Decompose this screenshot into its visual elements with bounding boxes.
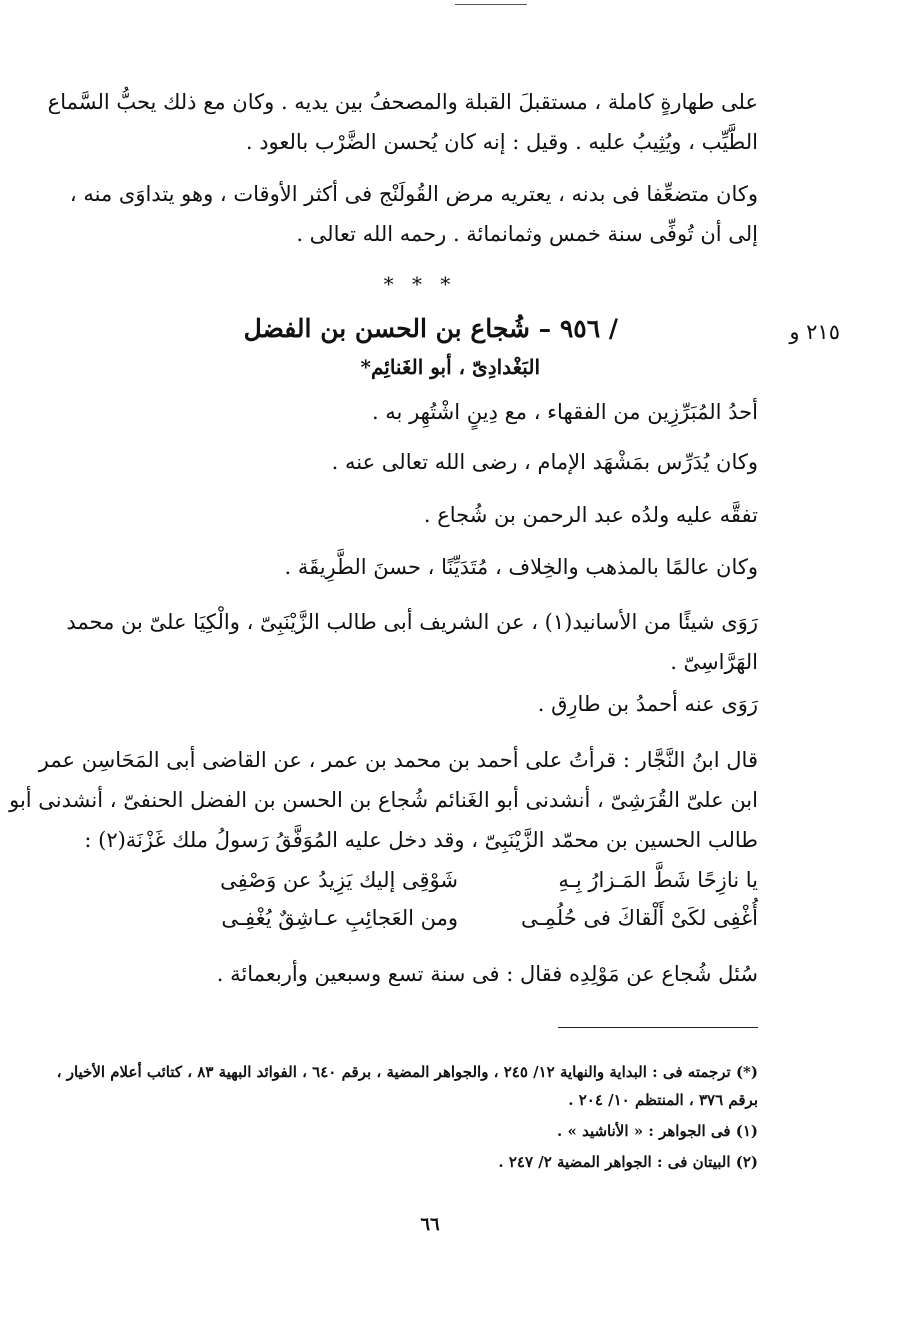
text-line: إلى أن تُوفِّى سنة خمس وثمانمائة . رحمه الله تعالى . [296, 222, 758, 246]
entry-title: / ٩٥٦ – شُجاع بن الحسن بن الفضل [243, 314, 618, 343]
section-separator: * * * [383, 272, 457, 296]
entry-subtitle: البَغْدادِىّ ، أبو الغَنائِم* [360, 355, 540, 379]
closing-paragraph: سُئل شُجاع عن مَوْلِدِه فقال : فى سنة تسع وسبعين وأربعمائة . [216, 962, 758, 986]
footnote: (١) فى الجواهر : « الأناشيد » . [557, 1122, 758, 1140]
footnote: برقم ٣٧٦ ، المنتظم ١٠/ ٢٠٤ . [568, 1091, 758, 1109]
paragraph: تفقَّه عليه ولدُه عبد الرحمن بن شُجاع . [423, 503, 758, 527]
margin-folio-note: ٢١٥ و [789, 320, 840, 344]
text-line: ابن علىّ القُرَشِىّ ، أنشدنى أبو الغَنائم شُجاع بن الحسن بن الفضل الحنفىّ ، أنشدنى أبو [9, 788, 758, 812]
verse-2-first-hemistich: أُغْفِى لكَىْ أَلْقاكَ فى حُلُمِـى [521, 906, 758, 930]
text-line: قال ابنُ النَّجَّار : قرأتُ على أحمد بن محمد بن عمر ، عن القاضى أبى المَحَاسِن عمر [38, 748, 758, 772]
verse-2-second-hemistich: ومن العَجائِبِ عـاشِقٌ يُغْفِـى [221, 906, 458, 930]
paragraph: رَوَى عنه أحمدُ بن طارِق . [537, 692, 758, 716]
page-number: ٦٦ [420, 1214, 440, 1235]
paragraph: أحدُ المُبَرِّزِين من الفقهاء ، مع دِينٍ اشْتُهِر به . [371, 400, 758, 424]
paragraph: وكان يُدَرِّس بمَشْهَد الإمام ، رضى الله تعالى عنه . [331, 450, 758, 474]
footnote: (*) ترجمته فى : البداية والنهاية ١٢/ ٢٤٥ ، والجواهر المضية ، برقم ٦٤٠ ، الفوائد البهية ٨٣ ، كتائب أعلام الأخيار ، [56, 1063, 758, 1081]
intro-paragraph-2 [69, 174, 758, 254]
text-line: الطَّيِّب ، ويُثِيبُ عليه . وقيل : إنه كان يُحسن الضَّرْب بالعود . [245, 130, 758, 154]
paragraph-isnad [9, 740, 758, 860]
text-line: على طهارةٍ كاملة ، مستقبلَ القبلة والمصحفُ بين يديه . وكان مع ذلك يحبُّ السَّماع [47, 90, 758, 114]
text-line: طالب الحسين بن محمّد الزَّيْنَبِىّ ، وقد دخل عليه المُوَفَّقُ رَسولُ ملك غَزْنَة(٢) : [84, 828, 758, 852]
paragraph-riwaya [66, 602, 758, 682]
footnote-divider [558, 1027, 758, 1028]
text-line: رَوَى شيئًا من الأسانيد(١) ، عن الشريف أبى طالب الزَّيْنَبِىّ ، والْكِيَا علىّ بن محمد [66, 610, 758, 634]
intro-paragraph-1 [47, 82, 758, 162]
paragraph: وكان عالمًا بالمذهب والخِلاف ، مُتَدَيِّنًا ، حسنَ الطَّرِيقَة . [284, 555, 758, 579]
verse-1-first-hemistich: يا نازِحًا شَطَّ المَـزارُ بِـهِ [558, 868, 758, 892]
text-line: الهَرَّاسِىّ . [670, 650, 758, 674]
text-line: وكان متضعِّفا فى بدنه ، يعتريه مرض القُولَنْج فى أكثر الأوقات ، وهو يتداوَى منه ، [69, 182, 758, 206]
verse-1-second-hemistich: شَوْقِى إليك يَزِيدُ عن وَصْفِى [220, 868, 458, 892]
footnote: (٢) البيتان فى : الجواهر المضية ٢/ ٢٤٧ . [498, 1153, 758, 1171]
